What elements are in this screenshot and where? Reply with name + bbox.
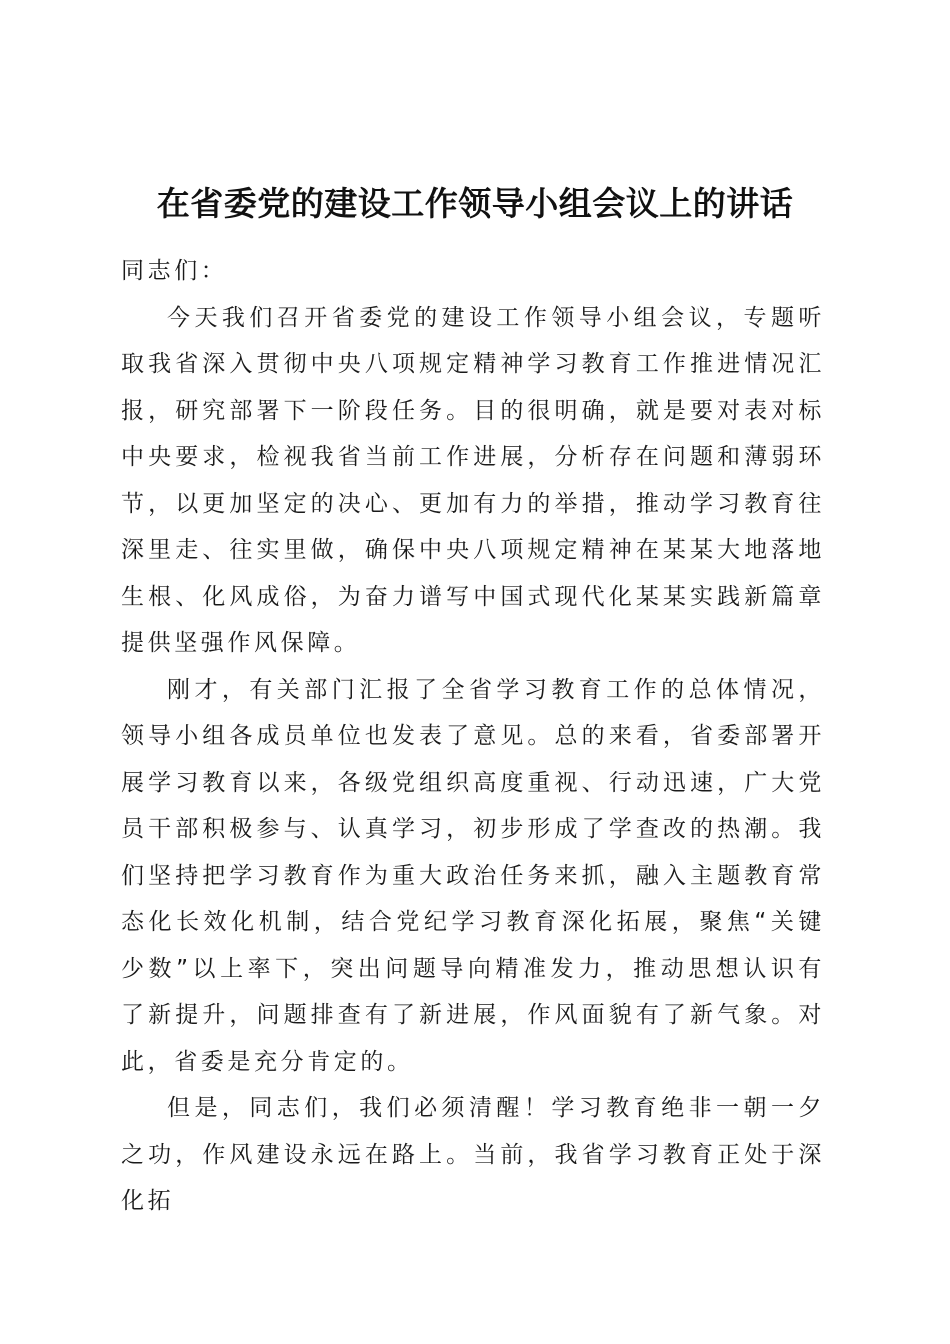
salutation: 同志们：	[121, 258, 228, 284]
paragraph-2: 刚才，有关部门汇报了全省学习教育工作的总体情况，领导小组各成员单位也发表了意见。总的来看，省委部署开展学习教育以来，各级党组织高度重视、行动迅速，广大党员干部积极参与、认真学习，初步形成了学查改的热潮。我们坚持把学习教育作为重大政治任务来抓，融入主题教育常态化长效化机制，结合党纪学习教育深化拓展，聚焦“关键少数”以上率下，突出问题导向精准发力，推动思想认识有了新提升，问题排查有了新进展，作风面貌有了新气象。对此，省委是充分肯定的。	[121, 676, 825, 1075]
paragraph-1: 今天我们召开省委党的建设工作领导小组会议，专题听取我省深入贯彻中央八项规定精神学习教育工作推进情况汇报，研究部署下一阶段任务。目的很明确，就是要对表对标中央要求，检视我省当前工作进展，分析存在问题和薄弱环节，以更加坚定的决心、更加有力的举措，推动学习教育往深里走、往实里做，确保中央八项规定精神在某某大地落地生根、化风成俗，为奋力谱写中国式现代化某某实践新篇章提供坚强作风保障。	[121, 304, 825, 656]
paragraph-3: 但是，同志们，我们必须清醒！学习教育绝非一朝一夕之功，作风建设永远在路上。当前，我省学习教育正处于深化拓	[121, 1095, 825, 1214]
document-body	[121, 248, 825, 1225]
document-title: 在省委党的建设工作领导小组会议上的讲话	[156, 184, 794, 223]
